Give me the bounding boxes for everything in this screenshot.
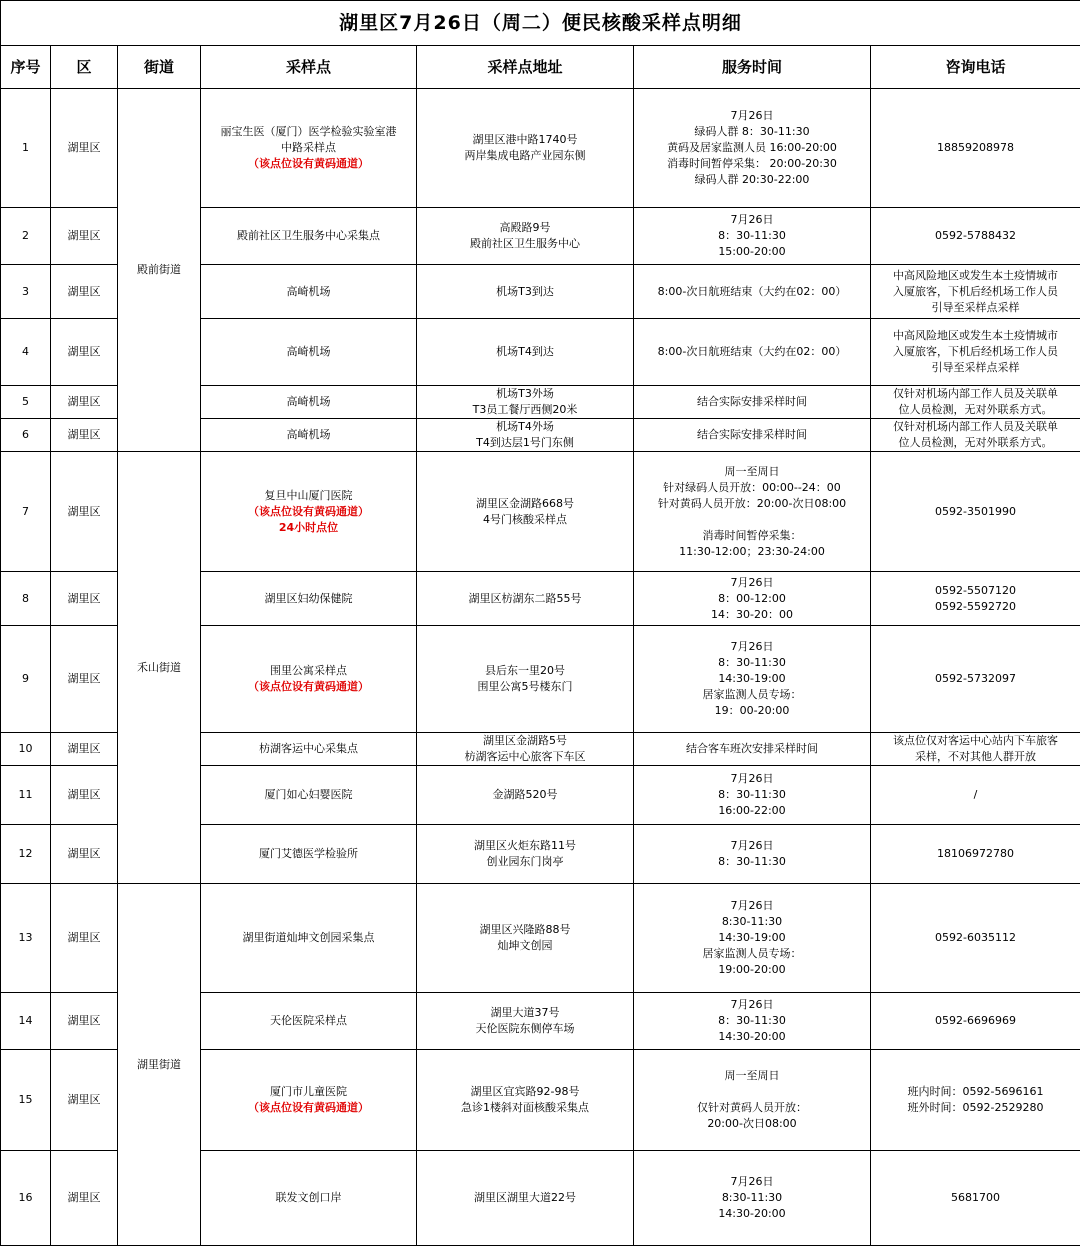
hours-line: 7月26日	[636, 639, 868, 655]
table-row	[1, 452, 1080, 572]
row-number: 7	[1, 452, 51, 572]
site-name: 枋湖客运中心采集点	[203, 741, 414, 757]
row-number: 13	[1, 884, 51, 993]
hours-line: 周一至周日	[636, 1068, 868, 1084]
address-cell	[417, 319, 634, 386]
district-cell: 湖里区	[51, 208, 118, 265]
address-line: 天伦医院东侧停车场	[419, 1021, 631, 1037]
district-cell: 湖里区	[51, 733, 118, 766]
hours-line: 7月26日	[636, 575, 868, 591]
row-number: 1	[1, 89, 51, 208]
yellow-code-note: （该点位设有黄码通道）	[203, 679, 414, 695]
hours-line: 8:30-11:30	[636, 914, 868, 930]
address-line: 枋湖客运中心旅客下车区	[419, 749, 631, 765]
phone-cell	[871, 89, 1080, 208]
phone-line: 18859208978	[873, 140, 1078, 156]
hours-line: 14：30-20：00	[636, 607, 868, 623]
address-line: 机场T3外场	[419, 386, 631, 402]
site-name: 高崎机场	[203, 284, 414, 300]
site-name: 高崎机场	[203, 427, 414, 443]
hours-line	[636, 1084, 868, 1100]
phone-line: 该点位仅对客运中心站内下车旅客	[873, 733, 1078, 749]
address-line: 创业园东门岗亭	[419, 854, 631, 870]
hours-cell	[634, 884, 871, 993]
hours-line: 8：30-11:30	[636, 228, 868, 244]
district-cell: 湖里区	[51, 1050, 118, 1151]
address-line: 殿前社区卫生服务中心	[419, 236, 631, 252]
header-seq: 序号	[1, 46, 51, 89]
row-number: 3	[1, 265, 51, 319]
phone-line: 采样，不对其他人群开放	[873, 749, 1078, 765]
site-name: 丽宝生医（厦门）医学检验实验室港	[203, 124, 414, 140]
hours-line: 绿码人群 8：30-11:30	[636, 124, 868, 140]
hours-line: 19：00-20:00	[636, 703, 868, 719]
address-line: 湖里区火炬东路11号	[419, 838, 631, 854]
phone-line: 0592-5788432	[873, 228, 1078, 244]
district-cell: 湖里区	[51, 89, 118, 208]
address-cell	[417, 572, 634, 626]
district-cell: 湖里区	[51, 825, 118, 884]
yellow-code-note: （该点位设有黄码通道）	[203, 504, 414, 520]
hours-line: 8:00-次日航班结束（大约在02：00）	[636, 284, 868, 300]
site-cell	[201, 626, 417, 733]
address-cell	[417, 208, 634, 265]
phone-cell	[871, 265, 1080, 319]
address-cell	[417, 733, 634, 766]
phone-line: 仅针对机场内部工作人员及关联单	[873, 419, 1078, 435]
hours-cell	[634, 733, 871, 766]
yellow-code-note: （该点位设有黄码通道）	[203, 156, 414, 172]
phone-cell	[871, 319, 1080, 386]
hours-cell	[634, 572, 871, 626]
hours-line: 结合实际安排采样时间	[636, 427, 868, 443]
address-line: 湖里区枋湖东二路55号	[419, 591, 631, 607]
yellow-code-note: 24小时点位	[203, 520, 414, 536]
table-row	[1, 89, 1080, 208]
phone-line: 0592-5507120	[873, 583, 1078, 599]
site-name: 湖里区妇幼保健院	[203, 591, 414, 607]
hours-cell	[634, 993, 871, 1050]
row-number: 2	[1, 208, 51, 265]
site-cell	[201, 733, 417, 766]
row-number: 15	[1, 1050, 51, 1151]
hours-cell	[634, 89, 871, 208]
hours-line: 8：30-11:30	[636, 655, 868, 671]
address-cell	[417, 825, 634, 884]
header-phone: 咨询电话	[871, 46, 1080, 89]
street-cell: 禾山街道	[118, 452, 201, 884]
site-name: 中路采样点	[203, 140, 414, 156]
hours-cell	[634, 825, 871, 884]
phone-line: 0592-6696969	[873, 1013, 1078, 1029]
site-name: 高崎机场	[203, 344, 414, 360]
address-line: 金湖路520号	[419, 787, 631, 803]
address-line: 湖里区宜宾路92-98号	[419, 1084, 631, 1100]
site-name: 厦门如心妇婴医院	[203, 787, 414, 803]
site-cell	[201, 208, 417, 265]
phone-cell	[871, 208, 1080, 265]
hours-line: 14:30-20:00	[636, 1206, 868, 1222]
district-cell: 湖里区	[51, 265, 118, 319]
hours-cell	[634, 626, 871, 733]
hours-cell	[634, 419, 871, 452]
hours-line: 消毒时间暂停采集：	[636, 528, 868, 544]
phone-line: 引导至采样点采样	[873, 300, 1078, 316]
phone-line: 0592-5732097	[873, 671, 1078, 687]
phone-cell	[871, 1151, 1080, 1246]
row-number: 5	[1, 386, 51, 419]
phone-line: 5681700	[873, 1190, 1078, 1206]
district-cell: 湖里区	[51, 1151, 118, 1246]
phone-line: 位人员检测，无对外联系方式。	[873, 402, 1078, 418]
address-line: 湖里区港中路1740号	[419, 132, 631, 148]
hours-cell	[634, 386, 871, 419]
phone-line: 0592-6035112	[873, 930, 1078, 946]
phone-cell	[871, 386, 1080, 419]
address-line: 湖里区金湖路668号	[419, 496, 631, 512]
hours-line: 居家监测人员专场：	[636, 687, 868, 703]
header-street: 街道	[118, 46, 201, 89]
street-cell: 湖里街道	[118, 884, 201, 1246]
yellow-code-note: （该点位设有黄码通道）	[203, 1100, 414, 1116]
address-cell	[417, 884, 634, 993]
table-row	[1, 884, 1080, 993]
hours-line: 15:00-20:00	[636, 244, 868, 260]
phone-line: 中高风险地区或发生本土疫情城市	[873, 328, 1078, 344]
row-number: 6	[1, 419, 51, 452]
hours-cell	[634, 452, 871, 572]
site-cell	[201, 452, 417, 572]
address-line: 两岸集成电路产业园东侧	[419, 148, 631, 164]
address-cell	[417, 265, 634, 319]
address-line: 湖里区兴隆路88号	[419, 922, 631, 938]
site-cell	[201, 419, 417, 452]
phone-cell	[871, 419, 1080, 452]
hours-cell	[634, 208, 871, 265]
phone-line: 位人员检测，无对外联系方式。	[873, 435, 1078, 451]
hours-line: 结合实际安排采样时间	[636, 394, 868, 410]
site-cell	[201, 1151, 417, 1246]
hours-line	[636, 512, 868, 528]
address-cell	[417, 1050, 634, 1151]
address-line: T4到达层1号门东侧	[419, 435, 631, 451]
phone-cell	[871, 626, 1080, 733]
site-cell	[201, 1050, 417, 1151]
district-cell: 湖里区	[51, 626, 118, 733]
hours-line: 居家监测人员专场：	[636, 946, 868, 962]
header-site: 采样点	[201, 46, 417, 89]
address-line: 机场T4外场	[419, 419, 631, 435]
site-cell	[201, 265, 417, 319]
hours-line: 仅针对黄码人员开放：	[636, 1100, 868, 1116]
hours-line: 7月26日	[636, 212, 868, 228]
site-name: 围里公寓采样点	[203, 663, 414, 679]
address-cell	[417, 1151, 634, 1246]
phone-line: 0592-3501990	[873, 504, 1078, 520]
phone-cell	[871, 572, 1080, 626]
phone-line: 引导至采样点采样	[873, 360, 1078, 376]
hours-line: 7月26日	[636, 108, 868, 124]
header-address: 采样点地址	[417, 46, 634, 89]
address-cell	[417, 419, 634, 452]
site-name: 联发文创口岸	[203, 1190, 414, 1206]
hours-line: 8：30-11:30	[636, 854, 868, 870]
phone-cell	[871, 825, 1080, 884]
phone-cell	[871, 452, 1080, 572]
hours-line: 19:00-20:00	[636, 962, 868, 978]
hours-line: 8:00-次日航班结束（大约在02：00）	[636, 344, 868, 360]
hours-line: 7月26日	[636, 898, 868, 914]
site-cell	[201, 386, 417, 419]
hours-line: 11:30-12:00；23:30-24:00	[636, 544, 868, 560]
hours-line: 结合客车班次安排采样时间	[636, 741, 868, 757]
hours-line: 针对绿码人员开放：00:00--24：00	[636, 480, 868, 496]
hours-cell	[634, 319, 871, 386]
hours-line: 消毒时间暂停采集： 20:00-20:30	[636, 156, 868, 172]
address-line: 机场T3到达	[419, 284, 631, 300]
district-cell: 湖里区	[51, 319, 118, 386]
address-cell	[417, 386, 634, 419]
address-cell	[417, 766, 634, 825]
header-district: 区	[51, 46, 118, 89]
hours-line: 8：00-12:00	[636, 591, 868, 607]
site-cell	[201, 993, 417, 1050]
address-line: 高殿路9号	[419, 220, 631, 236]
phone-cell	[871, 766, 1080, 825]
street-cell: 殿前街道	[118, 89, 201, 452]
row-number: 8	[1, 572, 51, 626]
address-line: 4号门核酸采样点	[419, 512, 631, 528]
hours-line: 7月26日	[636, 771, 868, 787]
hours-line: 7月26日	[636, 1174, 868, 1190]
hours-line: 黄码及居家监测人员 16:00-20:00	[636, 140, 868, 156]
address-line: 灿坤文创园	[419, 938, 631, 954]
hours-line: 7月26日	[636, 997, 868, 1013]
phone-line: 入厦旅客，下机后经机场工作人员	[873, 344, 1078, 360]
district-cell: 湖里区	[51, 884, 118, 993]
address-line: 湖里大道37号	[419, 1005, 631, 1021]
site-cell	[201, 825, 417, 884]
address-line: 湖里区湖里大道22号	[419, 1190, 631, 1206]
address-cell	[417, 89, 634, 208]
site-name: 天伦医院采样点	[203, 1013, 414, 1029]
site-name: 高崎机场	[203, 394, 414, 410]
row-number: 14	[1, 993, 51, 1050]
hours-line: 14:30-19:00	[636, 930, 868, 946]
hours-line: 周一至周日	[636, 464, 868, 480]
address-line: 湖里区金湖路5号	[419, 733, 631, 749]
hours-line: 16:00-22:00	[636, 803, 868, 819]
site-cell	[201, 884, 417, 993]
phone-line: 仅针对机场内部工作人员及关联单	[873, 386, 1078, 402]
hours-line: 14:30-19:00	[636, 671, 868, 687]
phone-line: 班外时间：0592-2529280	[873, 1100, 1078, 1116]
phone-line: 入厦旅客，下机后经机场工作人员	[873, 284, 1078, 300]
row-number: 16	[1, 1151, 51, 1246]
phone-line: 中高风险地区或发生本土疫情城市	[873, 268, 1078, 284]
hours-cell	[634, 265, 871, 319]
hours-line: 8:30-11:30	[636, 1190, 868, 1206]
site-name: 厦门市儿童医院	[203, 1084, 414, 1100]
phone-line: /	[873, 787, 1078, 803]
address-cell	[417, 993, 634, 1050]
address-line: 急诊1楼斜对面核酸采集点	[419, 1100, 631, 1116]
hours-line: 针对黄码人员开放：20:00-次日08:00	[636, 496, 868, 512]
district-cell: 湖里区	[51, 572, 118, 626]
district-cell: 湖里区	[51, 419, 118, 452]
site-name: 湖里街道灿坤文创园采集点	[203, 930, 414, 946]
hours-line: 绿码人群 20:30-22:00	[636, 172, 868, 188]
hours-line: 8：30-11:30	[636, 1013, 868, 1029]
hours-line: 14:30-20:00	[636, 1029, 868, 1045]
address-line: T3员工餐厅西侧20米	[419, 402, 631, 418]
district-cell: 湖里区	[51, 766, 118, 825]
address-line: 围里公寓5号楼东门	[419, 679, 631, 695]
phone-line: 18106972780	[873, 846, 1078, 862]
site-name: 复旦中山厦门医院	[203, 488, 414, 504]
row-number: 11	[1, 766, 51, 825]
phone-cell	[871, 733, 1080, 766]
district-cell: 湖里区	[51, 993, 118, 1050]
hours-line: 8：30-11:30	[636, 787, 868, 803]
row-number: 12	[1, 825, 51, 884]
district-cell: 湖里区	[51, 386, 118, 419]
row-number: 4	[1, 319, 51, 386]
phone-line: 班内时间：0592-5696161	[873, 1084, 1078, 1100]
row-number: 9	[1, 626, 51, 733]
phone-cell	[871, 993, 1080, 1050]
address-line: 县后东一里20号	[419, 663, 631, 679]
site-cell	[201, 89, 417, 208]
site-name: 厦门艾德医学检验所	[203, 846, 414, 862]
address-line: 机场T4到达	[419, 344, 631, 360]
address-cell	[417, 452, 634, 572]
site-cell	[201, 572, 417, 626]
hours-cell	[634, 766, 871, 825]
phone-cell	[871, 1050, 1080, 1151]
site-name: 殿前社区卫生服务中心采集点	[203, 228, 414, 244]
page-title: 湖里区7月26日（周二）便民核酸采样点明细	[1, 1, 1080, 46]
phone-cell	[871, 884, 1080, 993]
district-cell: 湖里区	[51, 452, 118, 572]
phone-line: 0592-5592720	[873, 599, 1078, 615]
address-cell	[417, 626, 634, 733]
row-number: 10	[1, 733, 51, 766]
site-cell	[201, 319, 417, 386]
header-hours: 服务时间	[634, 46, 871, 89]
hours-cell	[634, 1050, 871, 1151]
hours-line: 20:00-次日08:00	[636, 1116, 868, 1132]
hours-line: 7月26日	[636, 838, 868, 854]
hours-cell	[634, 1151, 871, 1246]
site-cell	[201, 766, 417, 825]
